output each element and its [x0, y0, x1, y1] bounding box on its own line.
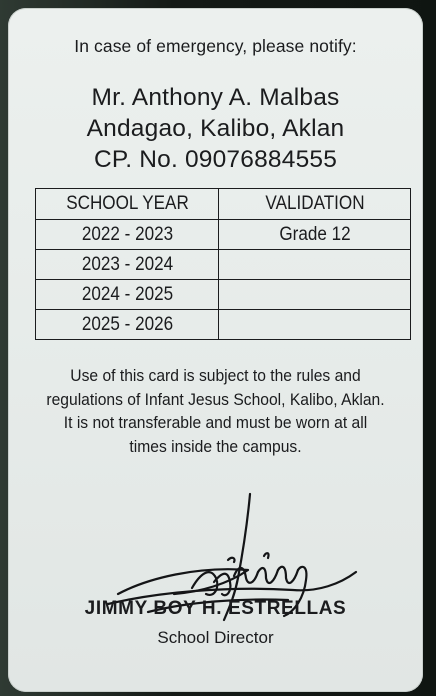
id-card-back	[8, 8, 423, 692]
table-row	[36, 250, 411, 280]
validation-header: VALIDATION	[228, 189, 401, 220]
contact-address: Andagao, Kalibo, Aklan	[86, 115, 345, 142]
table-header-row	[36, 189, 411, 220]
validation-cell	[228, 250, 401, 280]
validation-cell	[228, 280, 401, 310]
validation-table	[35, 188, 411, 340]
table-row	[36, 220, 411, 250]
school-year-cell: 2023 - 2024	[45, 250, 210, 280]
validation-cell: Grade 12	[228, 220, 401, 250]
usage-notice: Use of this card is subject to the rules and regulations of Infant Jesus School, Kalibo, Aklan. It is not transferable and must be worn at all times inside the campus.	[46, 366, 385, 456]
table-row	[36, 310, 411, 340]
signatory-name: JIMMY BOY H. ESTRELLAS	[84, 598, 347, 619]
emergency-contact	[8, 82, 423, 175]
emergency-heading: In case of emergency, please notify:	[74, 36, 357, 56]
signatory-title: School Director	[157, 628, 274, 647]
school-year-cell: 2024 - 2025	[45, 280, 210, 310]
school-year-cell: 2025 - 2026	[45, 310, 210, 340]
contact-name: Mr. Anthony A. Malbas	[91, 84, 340, 111]
school-year-cell: 2022 - 2023	[45, 220, 210, 250]
validation-cell	[228, 310, 401, 340]
table-row	[36, 280, 411, 310]
contact-phone: CP. No. 09076884555	[93, 146, 338, 173]
school-year-header: SCHOOL YEAR	[45, 189, 210, 220]
